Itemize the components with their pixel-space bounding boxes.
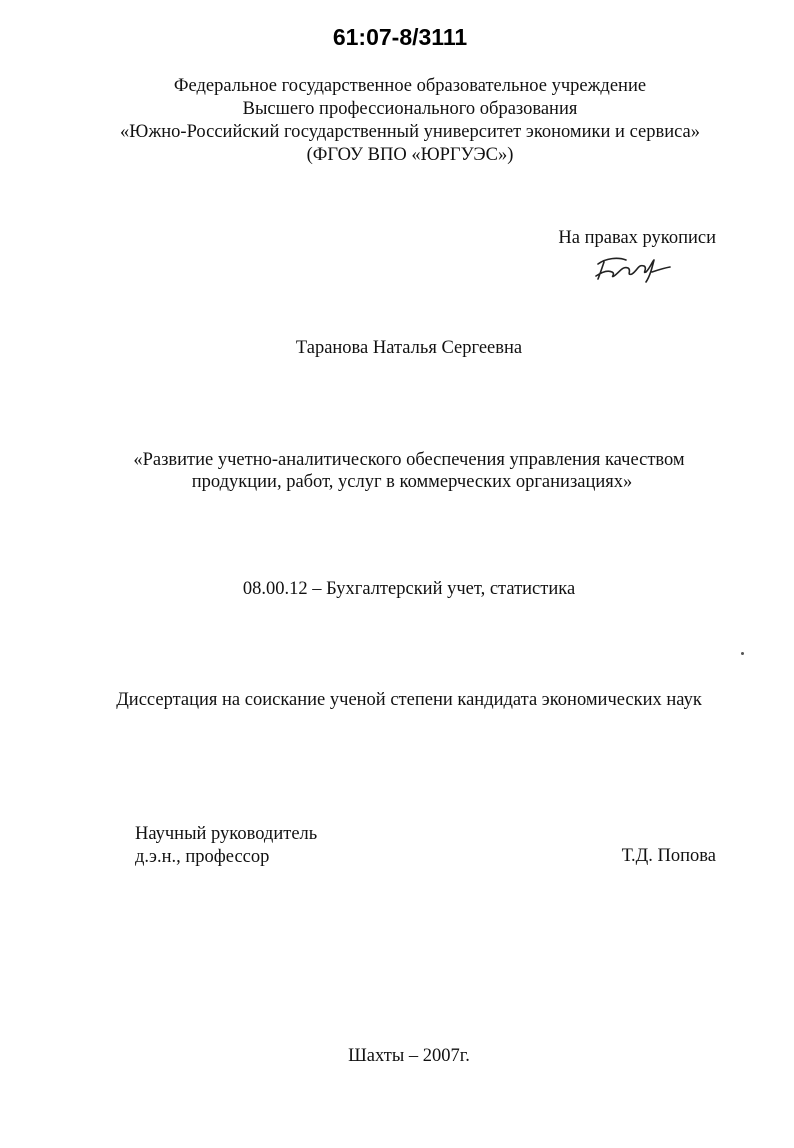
title-line-2: продукции, работ, услуг в коммерческих организациях» (191, 472, 633, 492)
supervisor-name: Т.Д. Попова (621, 846, 716, 866)
author-name: Таранова Наталья Сергеевна (295, 338, 523, 358)
institution-line-3: «Южно-Российский государственный университет экономики и сервиса» (120, 122, 700, 142)
institution-line-2: Высшего профессионального образования (242, 99, 578, 119)
place-year: Шахты – 2007г. (348, 1046, 470, 1066)
dissertation-title (0, 449, 794, 493)
title-line-1: «Развитие учетно-аналитического обеспечения управления качеством (133, 450, 685, 470)
manuscript-rights: На правах рукописи (558, 228, 716, 248)
institution-line-1: Федеральное государственное образовательное учреждение (173, 76, 647, 96)
supervisor-role-line-2: д.э.н., профессор (135, 847, 270, 867)
institution-block (0, 75, 794, 167)
institution-line-4: (ФГОУ ВПО «ЮРГУЭС») (306, 145, 514, 165)
dissertation-type: Диссертация на соискание ученой степени кандидата экономических наук (116, 690, 702, 710)
scan-speck (741, 652, 744, 655)
handwritten-signature (592, 252, 674, 286)
supervisor-role-line-1: Научный руководитель (135, 824, 318, 844)
archive-code: 61:07-8/3111 (332, 24, 468, 50)
specialty-code: 08.00.12 – Бухгалтерский учет, статистика (242, 579, 576, 599)
supervisor-role (135, 823, 317, 869)
